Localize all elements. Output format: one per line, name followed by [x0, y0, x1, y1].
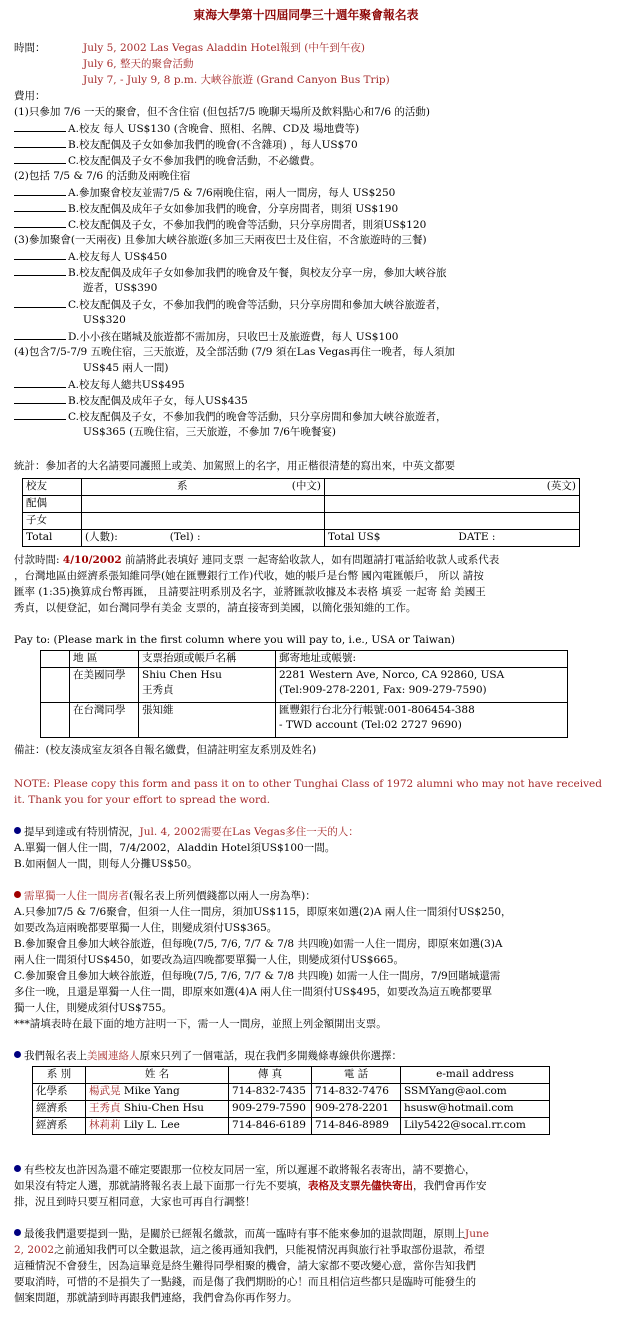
account-taiwan: 匯豐銀行台北分行帳號:001-806454-388 - TWD account (Tel:02 2727 9690): [276, 703, 568, 738]
payment-line-1: 付款時間: 4/10/2002 前請將此表填好 連同支票 一起寄給收款人，如有問題請打電話給收款人或系代表: [14, 554, 500, 566]
option-4a: A.校友每人總共US$495: [14, 376, 185, 393]
single-room-l5: C.參加聚會且參加大峽谷旅遊，但每晚(7/5, 7/6, 7/7 & 7/8 共四晚) 如需一人住一間房，7/9回賭城還需: [14, 970, 501, 982]
blank-line[interactable]: [14, 296, 66, 308]
refund-l5: 個案問題，那就請到時再跟我們連絡，我們會為你再作努力。: [14, 1292, 298, 1304]
fax-cell: 714-832-7435: [229, 1084, 312, 1101]
region-taiwan: 在台灣同學: [70, 703, 139, 738]
option-4-header: (4)包含7/5-7/9 五晚住宿，三天旅遊，及全部活動 (7/9 須在Las Vegas再住一晚者，每人須加: [14, 346, 455, 358]
total-amount-cell[interactable]: [325, 530, 580, 547]
table-row: [33, 1118, 550, 1135]
bullet-icon: [14, 1165, 21, 1172]
children-label: 子女: [23, 513, 82, 530]
early-arrival-b: B.如兩個人一間，則每人分攤US$50。: [14, 858, 198, 870]
blank-line[interactable]: [14, 408, 66, 420]
contacts-table: [32, 1066, 550, 1135]
blank-line[interactable]: [14, 152, 66, 164]
alumni-label: 校友: [23, 479, 82, 496]
name-cell: 楊武晃 Mike Yang: [86, 1084, 229, 1101]
bullet-icon: [14, 827, 21, 834]
option-1c: C.校友配偶及子女不參加我們的晚會活動，不必繳費。: [14, 152, 321, 169]
fax-cell: 714-846-6189: [229, 1118, 312, 1135]
early-arrival-a: A.單獨一個人住一間，7/4/2002，Aladdin Hotel須US$100一間。: [14, 842, 336, 854]
email-link[interactable]: hsusw@hotmail.com: [401, 1101, 550, 1118]
region-usa: 在美國同學: [70, 668, 139, 703]
dept-cell: 化學系: [33, 1084, 86, 1101]
refund-l1: 最後我們還要提到一點，是關於已經報名繳款，而萬一臨時有事不能來參加的退款問題，原則上June: [14, 1226, 489, 1242]
dept-cell: 經濟系: [33, 1101, 86, 1118]
fax-header: 傳 真: [229, 1067, 312, 1084]
blank-line[interactable]: [14, 184, 66, 196]
phone-cell: 714-832-7476: [312, 1084, 401, 1101]
single-room-l6: 多住一晚，且還是單獨一人住一間，即原來如選(4)A 兩人住一間須付US$495，如要改為這五晚都要單: [14, 986, 493, 998]
spouse-english-cell[interactable]: [325, 496, 580, 513]
option-1-header: (1)只參加 7/6 一天的聚會，但不含住宿 (但包括7/5 晚聊天場所及飲料點心和7/6 的活動): [14, 106, 430, 118]
payee-usa: Shiu Chen Hsu 王秀貞: [139, 668, 276, 703]
single-room-l4: 兩人住一間須付US$450，如要改為這四晚都要單獨一人住，則變成須付US$665。: [14, 954, 405, 966]
page-title: 東海大學第十四屆同學三十週年聚會報名表: [193, 8, 419, 22]
blank-line[interactable]: [14, 392, 66, 404]
payee-taiwan: 張知維: [139, 703, 276, 738]
option-2b: B.校友配偶及成年子女如參加我們的晚會，分享房間者，則須 US$190: [14, 200, 398, 217]
option-3b-cont: 遊者，US$390: [83, 282, 158, 294]
attendee-table: [22, 478, 580, 547]
payto-table: [40, 650, 568, 738]
roommate-l1: 有些校友也許因為還不確定要跟那一位校友同居一室，所以遲遲不敢將報名表寄出，請不要擔心，: [14, 1162, 476, 1178]
blank-line[interactable]: [14, 248, 66, 260]
payment-line-3: 匯率 (1:35)換算成台幣再匯， 且請要註明系別及名字，並將匯款收據及本表格 填妥 一起寄 給 美國王: [14, 586, 486, 598]
option-4-header-cont: US$45 兩人一間): [83, 362, 169, 374]
option-3-header: (3)參加聚會(一天兩夜) 且參加大峽谷旅遊(多加三天兩夜巴士及住宿，不含旅遊時的三餐): [14, 234, 427, 246]
bullet-icon: [14, 1229, 21, 1236]
bullet-icon: [14, 891, 21, 898]
option-1b: B.校友配偶及子女如參加我們的晚會(不含雜項) ，每人US$70: [14, 136, 358, 153]
headcount-label: (人數):: [85, 531, 118, 543]
address-header: 郵寄地址或帳號:: [276, 651, 568, 668]
email-link[interactable]: SSMYang@aol.com: [401, 1084, 550, 1101]
table-row: [33, 1101, 550, 1118]
option-2a: A.參加聚會校友並需7/5 & 7/6兩晚住宿，兩人一間房，每人 US$250: [14, 184, 395, 201]
bullet-icon: [14, 1051, 21, 1058]
alumni-english-cell[interactable]: [325, 479, 580, 496]
spouse-label: 配偶: [23, 496, 82, 513]
fax-cell: 909-279-7590: [229, 1101, 312, 1118]
children-english-cell[interactable]: [325, 513, 580, 530]
option-3c-cont: US$320: [83, 314, 126, 326]
option-4c: C.校友配偶及子女，不參加我們的晚會等活動，只分享房間和參加大峽谷旅遊者，: [14, 408, 447, 425]
refund-l4: 要取消時，可惜的不是損失了一點錢，而是傷了我們期盼的心！而且相信這些都只是臨時可能發生的: [14, 1276, 476, 1288]
payto-text: Pay to: (Please mark in the first column where you will pay to, i.e., USA or Taiwan): [14, 634, 455, 646]
blank-line[interactable]: [14, 328, 66, 340]
blank-line[interactable]: [14, 136, 66, 148]
option-2c: C.校友配偶及子女，不參加我們的晚會等活動，只分享房間者，則須US$120: [14, 216, 426, 233]
date-label: DATE :: [458, 531, 496, 543]
refund-l3: 這種情況不會發生，因為這畢竟是終生難得同學相聚的機會，請大家都不要改變心意，當你告知我們: [14, 1260, 476, 1272]
payment-deadline: 4/10/2002: [62, 554, 122, 566]
english-label: (英文): [546, 480, 576, 492]
roommate-l3: 排，況且到時只要互相同意，大家也可再自行調整！: [14, 1196, 256, 1208]
remarks: 備註：(校友湊成室友須各自報名繳費，但請註明室友系別及姓名): [14, 744, 317, 756]
fees-label: 費用：: [14, 90, 46, 102]
single-room-l3: B.參加聚會且參加大峽谷旅遊，但每晚(7/5, 7/6, 7/7 & 7/8 共四晚)如需一人住一間房，即原來如選(3)A: [14, 938, 503, 950]
time-line-2: July 6, 整天的聚會活動: [83, 58, 194, 70]
option-1a: A.校友 每人 US$130 (含晚會、照相、名牌、CD及 場地費等): [14, 120, 359, 137]
dept-header: 系 別: [33, 1067, 86, 1084]
blank-line[interactable]: [14, 120, 66, 132]
email-header: e-mail address: [401, 1067, 550, 1084]
table-row: [33, 1084, 550, 1101]
total-label: Total: [23, 530, 82, 547]
address-usa: 2281 Western Ave, Norco, CA 92860, USA (Tel:909-278-2201, Fax: 909-279-7590): [276, 668, 568, 703]
payment-line-4: 秀貞，以便登記，如台灣同學有美金 支票的，請直接寄到美國，以簡化張知維的工作。: [14, 602, 417, 614]
blank-line[interactable]: [14, 376, 66, 388]
early-arrival-header: 提早到達或有特別情況，Jul. 4, 2002需要在Las Vegas多住一天的人：: [14, 824, 359, 840]
blank-line[interactable]: [14, 216, 66, 228]
phone-header: 電 話: [312, 1067, 401, 1084]
chinese-label: (中文): [291, 480, 321, 492]
mark-usa-cell[interactable]: [41, 668, 70, 703]
region-header: 地 區: [70, 651, 139, 668]
refund-l2: 2, 2002之前通知我們可以全數退款，這之後再通知我們，只能視情況再與旅行社爭取部份退款，希望: [14, 1244, 485, 1256]
spouse-chinese-cell[interactable]: [82, 496, 325, 513]
note-line-1: NOTE: Please copy this form and pass it on to other Tunghai Class of 1972 alumni who may not have received: [14, 778, 602, 790]
tel-label: (Tel) :: [169, 531, 201, 543]
single-room-l1: A.只參加7/5 & 7/6聚會，但須一人住一間房，須加US$115，即原來如選(2)A 兩人住一間須付US$250，: [14, 906, 512, 918]
mark-header: [41, 651, 70, 668]
name-cell: 王秀貞 Shiu-Chen Hsu: [86, 1101, 229, 1118]
children-chinese-cell[interactable]: [82, 513, 325, 530]
payment-line-2: ，台灣地區由經濟系張知維同學(她在匯豐銀行工作)代收，她的帳戶是台幣 國內電匯帳戶， 所以 請按: [14, 570, 484, 582]
option-3b: B.校友配偶及成年子女如參加我們的晚會及午餐，與校友分享一房，參加大峽谷旅: [14, 264, 447, 281]
option-3d: D.小小孩在賭城及旅遊都不需加房，只收巴士及旅遊費，每人 US$100: [14, 328, 398, 345]
name-cell: 林莉莉 Lily L. Lee: [86, 1118, 229, 1135]
mark-taiwan-cell[interactable]: [41, 703, 70, 738]
single-room-l2: 如要改為這兩晚都要單獨一人住，則變成須付US$365。: [14, 922, 278, 934]
stats-text: 統計：參加者的大名請要同護照上或美、加駕照上的名字，用正楷很清楚的寫出來，中英文都要: [14, 460, 455, 472]
phone-cell: 909-278-2201: [312, 1101, 401, 1118]
blank-line[interactable]: [14, 200, 66, 212]
blank-line[interactable]: [14, 264, 66, 276]
time-label: 時間：: [14, 42, 46, 54]
phone-cell: 714-846-8989: [312, 1118, 401, 1135]
name-header: 姓 名: [86, 1067, 229, 1084]
total-count-cell[interactable]: [82, 530, 325, 547]
option-3a: A.校友每人 US$450: [14, 248, 167, 265]
roommate-l2: 如果沒有特定人選，那就請將報名表上最下面那一行先不要填，表格及支票先儘快寄出，我們會再作安: [14, 1180, 487, 1192]
option-2-header: (2)包括 7/5 & 7/6 的活動及兩晚住宿: [14, 170, 191, 182]
note-line-2: it. Thank you for your effort to spread the word.: [14, 794, 271, 806]
time-line-3: July 7, - July 9, 8 p.m. 大峽谷旅遊 (Grand Canyon Bus Trip): [83, 74, 390, 86]
single-room-header: 需單獨一人住一間房者(報名表上所列價錢都以兩人一房為準)：: [14, 888, 316, 904]
alumni-chinese-cell[interactable]: [82, 479, 325, 496]
option-4c-cont: US$365 (五晚住宿，三天旅遊，不參加 7/6午晚餐宴): [83, 426, 337, 438]
time-line-1: July 5, 2002 Las Vegas Aladdin Hotel報到 (中午到午夜): [83, 42, 365, 54]
contacts-intro: 我們報名表上美國連絡人原來只列了一個電話，現在我們多開幾條專線供你選擇：: [14, 1048, 402, 1064]
single-room-l7: 獨一人住，則變成須付US$755。: [14, 1002, 173, 1014]
email-link[interactable]: Lily5422@socal.rr.com: [401, 1118, 550, 1135]
dept-cell: 經濟系: [33, 1118, 86, 1135]
dept-label: 系: [177, 480, 188, 492]
option-4b: B.校友配偶及成年子女，每人US$435: [14, 392, 248, 409]
payee-header: 支票抬頭或帳戶名稱: [139, 651, 276, 668]
option-3c: C.校友配偶及子女，不參加我們的晚會等活動，只分享房間和參加大峽谷旅遊者，: [14, 296, 447, 313]
single-room-l8: ***請填表時在最下面的地方註明一下，需一人一間房，並照上列金額開出支票。: [14, 1018, 387, 1030]
total-usd-label: Total US$: [328, 531, 381, 543]
